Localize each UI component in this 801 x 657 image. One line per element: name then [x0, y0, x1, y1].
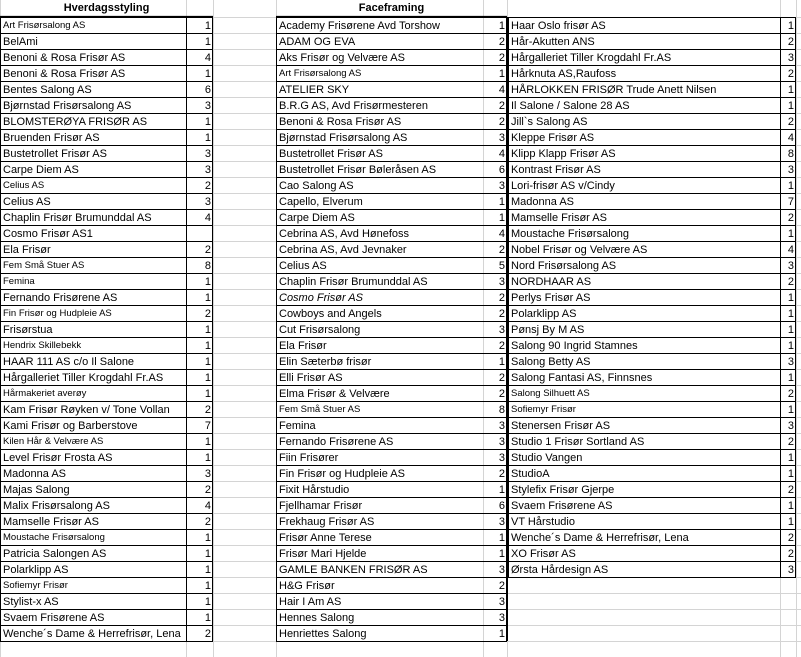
salon-name-cell[interactable]: Ørsta Hårdesign AS	[511, 564, 609, 576]
count-cell[interactable]: 3	[787, 260, 794, 272]
count-cell[interactable]: 4	[787, 244, 794, 256]
count-cell[interactable]: 1	[204, 340, 211, 352]
count-cell[interactable]: 5	[498, 260, 505, 272]
salon-name-cell[interactable]: Fiin Frisører	[279, 452, 339, 464]
salon-name-cell[interactable]: Elli Frisør AS	[279, 372, 343, 384]
salon-name-cell[interactable]: Hårknuta AS,Raufoss	[511, 68, 617, 80]
count-cell[interactable]: 1	[204, 324, 211, 336]
salon-name-cell[interactable]: Level Frisør Frosta AS	[3, 452, 113, 464]
count-cell[interactable]: 6	[204, 84, 211, 96]
salon-name-cell[interactable]: Svaem Frisørene AS	[511, 500, 613, 512]
count-cell[interactable]: 2	[498, 468, 505, 480]
count-cell[interactable]: 3	[498, 324, 505, 336]
salon-name-cell[interactable]: ATELIER SKY	[279, 84, 350, 96]
salon-name-cell[interactable]: Cao Salong AS	[279, 180, 354, 192]
salon-name-cell[interactable]: Fjellhamar Frisør	[279, 500, 363, 512]
count-cell[interactable]: 1	[204, 436, 211, 448]
salon-name-cell[interactable]: Ela Frisør	[279, 340, 327, 352]
count-cell[interactable]: 1	[787, 20, 794, 32]
salon-name-cell[interactable]: Studio 1 Frisør Sortland AS	[511, 436, 645, 448]
salon-name-cell[interactable]: Frisør Mari Hjelde	[279, 548, 367, 560]
salon-name-cell[interactable]: Benoni & Rosa Frisør AS	[3, 68, 126, 80]
salon-name-cell[interactable]: Frekhaug Frisør AS	[279, 516, 375, 528]
salon-name-cell[interactable]: Bustetrollet Frisør AS	[3, 148, 107, 160]
count-cell[interactable]: 2	[204, 628, 211, 640]
count-cell[interactable]: 2	[787, 68, 794, 80]
salon-name-cell[interactable]: Stenersen Frisør AS	[511, 420, 611, 432]
count-cell[interactable]: 3	[498, 452, 505, 464]
salon-name-cell[interactable]: Kleppe Frisør AS	[511, 132, 595, 144]
salon-name-cell[interactable]: NORDHAAR AS	[511, 276, 592, 288]
salon-name-cell[interactable]: Fernando Frisørene AS	[3, 292, 118, 304]
count-cell[interactable]: 1	[787, 372, 794, 384]
count-cell[interactable]: 7	[204, 420, 211, 432]
salon-name-cell[interactable]: Elin Sæterbø frisør	[279, 356, 372, 368]
section-header: Hverdagsstyling	[63, 2, 150, 14]
salon-name-cell[interactable]: Svaem Frisørene AS	[3, 612, 105, 624]
salon-name-cell[interactable]: Hår-Akutten ANS	[511, 36, 595, 48]
count-cell[interactable]: 2	[204, 484, 211, 496]
salon-name-cell[interactable]: Carpe Diem AS	[279, 212, 355, 224]
salon-name-cell[interactable]: Nobel Frisør og Velvære AS	[511, 244, 648, 256]
count-cell[interactable]: 7	[787, 196, 794, 208]
count-cell[interactable]: 3	[204, 468, 211, 480]
count-cell[interactable]: 2	[787, 548, 794, 560]
salon-name-cell[interactable]: Wenche´s Dame & Herrefrisør, Lena	[3, 628, 181, 640]
count-cell[interactable]: 2	[787, 436, 794, 448]
count-cell[interactable]: 1	[498, 20, 505, 32]
salon-name-cell[interactable]: Salong Fantasi AS, Finnsnes	[511, 372, 653, 384]
count-cell[interactable]: 2	[787, 388, 794, 400]
salon-name-cell[interactable]: Il Salone / Salone 28 AS	[511, 100, 630, 112]
salon-name-cell[interactable]: Sofiemyr Frisør	[511, 404, 576, 415]
salon-name-cell[interactable]: Chaplin Frisør Brumunddal AS	[279, 276, 428, 288]
salon-name-cell[interactable]: Celius AS	[3, 196, 51, 208]
count-cell[interactable]: 3	[498, 596, 505, 608]
count-cell[interactable]: 1	[498, 548, 505, 560]
count-cell[interactable]: 2	[498, 308, 505, 320]
count-cell[interactable]: 3	[204, 164, 211, 176]
count-cell[interactable]: 1	[204, 116, 211, 128]
count-cell[interactable]: 1	[787, 500, 794, 512]
count-cell[interactable]: 1	[204, 276, 211, 288]
count-cell[interactable]: 2	[204, 244, 211, 256]
count-cell[interactable]: 1	[204, 564, 211, 576]
salon-name-cell[interactable]: Moustache Frisørsalong	[3, 532, 105, 543]
salon-name-cell[interactable]: Henriettes Salong	[279, 628, 367, 640]
salon-name-cell[interactable]: Benoni & Rosa Frisør AS	[3, 52, 126, 64]
count-cell[interactable]: 4	[204, 212, 211, 224]
count-cell[interactable]: 2	[498, 100, 505, 112]
count-cell[interactable]: 6	[498, 164, 505, 176]
salon-name-cell[interactable]: Cut Frisørsalong	[279, 324, 361, 336]
count-cell[interactable]: 2	[204, 404, 211, 416]
count-cell[interactable]: 3	[498, 436, 505, 448]
section-header	[508, 0, 796, 17]
count-cell[interactable]: 1	[204, 596, 211, 608]
salon-name-cell[interactable]: Benoni & Rosa Frisør AS	[279, 116, 402, 128]
salon-name-cell[interactable]: Polarklipp AS	[511, 308, 577, 320]
salon-name-cell[interactable]: Fernando Frisørene AS	[279, 436, 394, 448]
count-cell[interactable]: 1	[204, 532, 211, 544]
salon-name-cell[interactable]: Cosmo Frisør AS1	[3, 228, 93, 240]
count-cell[interactable]: 2	[204, 516, 211, 528]
salon-name-cell[interactable]: Hendrix Skillebekk	[3, 340, 82, 351]
salon-name-cell[interactable]: Mamselle Frisør AS	[511, 212, 607, 224]
count-cell[interactable]: 1	[787, 404, 794, 416]
count-cell[interactable]: 1	[204, 612, 211, 624]
count-cell[interactable]: 1	[787, 468, 794, 480]
count-cell[interactable]: 1	[787, 292, 794, 304]
salon-name-cell[interactable]: Kilen Hår & Velvære AS	[3, 436, 104, 447]
count-cell[interactable]: 2	[498, 52, 505, 64]
salon-name-cell[interactable]: Ela Frisør	[3, 244, 51, 256]
count-cell[interactable]: 2	[787, 276, 794, 288]
count-cell[interactable]: 3	[787, 356, 794, 368]
salon-name-cell[interactable]: Femina	[3, 276, 35, 287]
salon-name-cell[interactable]: Celius AS	[3, 180, 45, 191]
salon-name-cell[interactable]: Hair I Am AS	[279, 596, 342, 608]
count-cell[interactable]: 1	[787, 516, 794, 528]
count-cell[interactable]: 3	[787, 564, 794, 576]
count-cell[interactable]: 4	[204, 52, 211, 64]
salon-name-cell[interactable]: Cowboys and Angels	[279, 308, 382, 320]
salon-name-cell[interactable]: Pønsj By M AS	[511, 324, 585, 336]
salon-name-cell[interactable]: Elma Frisør & Velvære	[279, 388, 390, 400]
count-cell[interactable]: 1	[204, 132, 211, 144]
count-cell[interactable]: 1	[204, 292, 211, 304]
salon-name-cell[interactable]: Polarklipp AS	[3, 564, 69, 576]
salon-name-cell[interactable]: Bruenden Frisør AS	[3, 132, 100, 144]
salon-name-cell[interactable]: Bjørnstad Frisørsalong AS	[3, 100, 132, 112]
salon-name-cell[interactable]: Hårgalleriet Tiller Krogdahl Fr.AS	[3, 372, 164, 384]
salon-name-cell[interactable]: Moustache Frisørsalong	[511, 228, 629, 240]
count-cell[interactable]: 2	[787, 484, 794, 496]
salon-name-cell[interactable]: BLOMSTERØYA FRISØR AS	[3, 116, 148, 128]
count-cell[interactable]: 1	[787, 452, 794, 464]
salon-name-cell[interactable]: Studio Vangen	[511, 452, 583, 464]
count-cell[interactable]: 2	[787, 212, 794, 224]
count-cell[interactable]: 3	[787, 420, 794, 432]
salon-name-cell[interactable]: Cebrina AS, Avd Hønefoss	[279, 228, 410, 240]
salon-name-cell[interactable]: B.R.G AS, Avd Frisørmesteren	[279, 100, 428, 112]
count-cell[interactable]: 3	[498, 276, 505, 288]
salon-name-cell[interactable]: HAAR 111 AS c/o Il Salone	[3, 356, 135, 368]
salon-name-cell[interactable]: Patricia Salongen AS	[3, 548, 107, 560]
salon-name-cell[interactable]: Fem Små Stuer AS	[279, 404, 361, 415]
count-cell[interactable]: 4	[787, 132, 794, 144]
count-cell[interactable]: 1	[787, 340, 794, 352]
count-cell[interactable]: 1	[204, 452, 211, 464]
salon-name-cell[interactable]: Salong Betty AS	[511, 356, 591, 368]
count-cell[interactable]: 4	[498, 84, 505, 96]
count-cell[interactable]: 1	[498, 68, 505, 80]
salon-name-cell[interactable]: H&G Frisør	[279, 580, 335, 592]
salon-name-cell[interactable]: Chaplin Frisør Brumunddal AS	[3, 212, 152, 224]
count-cell[interactable]: 2	[498, 580, 505, 592]
count-cell[interactable]: 2	[498, 388, 505, 400]
count-cell[interactable]: 3	[787, 52, 794, 64]
salon-name-cell[interactable]: Hårmakeriet averøy	[3, 388, 87, 399]
salon-name-cell[interactable]: Academy Frisørene Avd Torshow	[279, 20, 440, 32]
count-cell[interactable]: 3	[204, 148, 211, 160]
count-cell[interactable]: 1	[787, 100, 794, 112]
count-cell[interactable]: 1	[204, 580, 211, 592]
count-cell[interactable]: 1	[204, 356, 211, 368]
count-cell[interactable]: 1	[498, 484, 505, 496]
salon-name-cell[interactable]: Salong 90 Ingrid Stamnes	[511, 340, 638, 352]
salon-name-cell[interactable]: Mamselle Frisør AS	[3, 516, 99, 528]
salon-name-cell[interactable]: Bentes Salong AS	[3, 84, 92, 96]
salon-name-cell[interactable]: Sofiemyr Frisør	[3, 580, 68, 591]
count-cell[interactable]: 1	[204, 20, 211, 32]
count-cell[interactable]: 1	[204, 388, 211, 400]
salon-name-cell[interactable]: Aks Frisør og Velvære AS	[279, 52, 405, 64]
count-cell[interactable]: 3	[787, 164, 794, 176]
salon-name-cell[interactable]: Nord Frisørsalong AS	[511, 260, 617, 272]
count-cell[interactable]: 3	[498, 516, 505, 528]
salon-name-cell[interactable]: Madonna AS	[511, 196, 574, 208]
salon-name-cell[interactable]: Bustetrollet Frisør AS	[279, 148, 383, 160]
count-cell[interactable]: 3	[498, 180, 505, 192]
count-cell[interactable]: 2	[498, 372, 505, 384]
count-cell[interactable]: 3	[204, 100, 211, 112]
count-cell[interactable]: 2	[498, 340, 505, 352]
count-cell[interactable]: 1	[204, 36, 211, 48]
salon-name-cell[interactable]: Salong Silhuett AS	[511, 388, 590, 399]
count-cell[interactable]: 1	[204, 68, 211, 80]
count-cell[interactable]: 1	[787, 180, 794, 192]
salon-name-cell[interactable]: Frisørstua	[3, 324, 53, 336]
count-cell[interactable]: 3	[498, 420, 505, 432]
salon-name-cell[interactable]: Madonna AS	[3, 468, 66, 480]
salon-name-cell[interactable]: Wenche´s Dame & Herrefrisør, Lena	[511, 532, 689, 544]
salon-name-cell[interactable]: BelAmi	[3, 36, 38, 48]
count-cell[interactable]: 1	[498, 196, 505, 208]
count-cell[interactable]: 1	[498, 356, 505, 368]
count-cell[interactable]: 2	[498, 116, 505, 128]
salon-name-cell[interactable]: VT Hårstudio	[511, 516, 575, 528]
salon-name-cell[interactable]: Lori-frisør AS v/Cindy	[511, 180, 615, 192]
count-cell[interactable]: 1	[787, 228, 794, 240]
count-cell[interactable]: 1	[787, 308, 794, 320]
count-cell[interactable]: 8	[787, 148, 794, 160]
salon-name-cell[interactable]: Art Frisørsalong AS	[279, 68, 362, 79]
count-cell[interactable]: 3	[204, 196, 211, 208]
salon-name-cell[interactable]: Bustetrollet Frisør Bøleråsen AS	[279, 164, 437, 176]
count-cell[interactable]: 4	[498, 228, 505, 240]
salon-name-cell[interactable]: Kontrast Frisør AS	[511, 164, 601, 176]
count-cell[interactable]: 8	[204, 260, 211, 272]
salon-name-cell[interactable]: Hennes Salong	[279, 612, 355, 624]
salon-name-cell[interactable]: Klipp Klapp Frisør AS	[511, 148, 616, 160]
count-cell[interactable]: 2	[787, 116, 794, 128]
salon-name-cell[interactable]: Stylefix Frisør Gjerpe	[511, 484, 615, 496]
salon-name-cell[interactable]: Bjørnstad Frisørsalong AS	[279, 132, 408, 144]
salon-name-cell[interactable]: Perlys Frisør AS	[511, 292, 591, 304]
count-cell[interactable]: 2	[498, 36, 505, 48]
salon-name-cell[interactable]: Femina	[279, 420, 316, 432]
salon-name-cell[interactable]: Stylist-x AS	[3, 596, 59, 608]
salon-name-cell[interactable]: Kam Frisør Røyken v/ Tone Vollan	[3, 404, 170, 416]
salon-name-cell[interactable]: Frisør Anne Terese	[279, 532, 372, 544]
count-cell[interactable]: 1	[787, 324, 794, 336]
count-cell[interactable]: 2	[787, 36, 794, 48]
salon-name-cell[interactable]: Celius AS	[279, 260, 327, 272]
salon-name-cell[interactable]: Art Frisørsalong AS	[3, 20, 86, 31]
count-cell[interactable]: 1	[204, 372, 211, 384]
count-cell[interactable]: 2	[498, 244, 505, 256]
count-cell[interactable]: 6	[498, 500, 505, 512]
count-cell[interactable]: 2	[204, 180, 211, 192]
count-cell[interactable]: 4	[204, 500, 211, 512]
salon-name-cell[interactable]: Fixit Hårstudio	[279, 484, 350, 496]
count-cell[interactable]: 1	[498, 532, 505, 544]
salon-name-cell[interactable]: Jill`s Salong AS	[511, 116, 588, 128]
salon-name-cell[interactable]: Cosmo Frisør AS	[279, 292, 363, 304]
count-cell[interactable]: 4	[498, 148, 505, 160]
count-cell[interactable]: 8	[498, 404, 505, 416]
count-cell[interactable]: 2	[204, 308, 211, 320]
salon-name-cell[interactable]: Malix Frisørsalong AS	[3, 500, 110, 512]
count-cell[interactable]: 2	[498, 292, 505, 304]
count-cell[interactable]	[186, 226, 213, 242]
salon-name-cell[interactable]: Majas Salong	[3, 484, 70, 496]
count-cell[interactable]: 1	[204, 548, 211, 560]
count-cell[interactable]: 2	[787, 532, 794, 544]
count-cell[interactable]: 1	[498, 628, 505, 640]
salon-name-cell[interactable]: Carpe Diem AS	[3, 164, 79, 176]
count-cell[interactable]: 3	[498, 564, 505, 576]
count-cell[interactable]: 1	[787, 84, 794, 96]
section-header: Faceframing	[358, 2, 425, 14]
count-cell[interactable]: 3	[498, 612, 505, 624]
salon-name-cell[interactable]: Capello, Elverum	[279, 196, 363, 208]
salon-name-cell[interactable]: Hårgalleriet Tiller Krogdahl Fr.AS	[511, 52, 672, 64]
salon-name-cell[interactable]: GAMLE BANKEN FRISØR AS	[279, 564, 428, 576]
salon-name-cell[interactable]: ADAM OG EVA	[279, 36, 356, 48]
salon-name-cell[interactable]: XO Frisør AS	[511, 548, 576, 560]
salon-name-cell[interactable]: Fin Frisør og Hudpleie AS	[3, 308, 112, 319]
salon-name-cell[interactable]: Cebrina AS, Avd Jevnaker	[279, 244, 407, 256]
salon-name-cell[interactable]: Fin Frisør og Hudpleie AS	[279, 468, 405, 480]
salon-name-cell[interactable]: HÅRLOKKEN FRISØR Trude Anett Nilsen	[511, 84, 717, 96]
salon-name-cell[interactable]: Kami Frisør og Barberstove	[3, 420, 138, 432]
salon-name-cell[interactable]: StudioA	[511, 468, 550, 480]
count-cell[interactable]: 3	[498, 132, 505, 144]
count-cell[interactable]: 1	[498, 212, 505, 224]
salon-name-cell[interactable]: Fem Små Stuer AS	[3, 260, 85, 271]
salon-name-cell[interactable]: Haar Oslo frisør AS	[511, 20, 606, 32]
